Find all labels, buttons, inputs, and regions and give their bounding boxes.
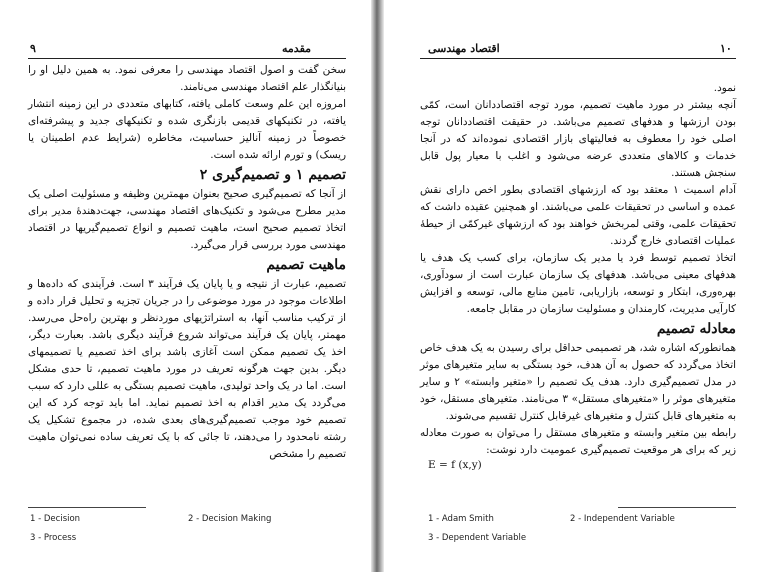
equation: E = f (x,y) <box>428 459 482 471</box>
footnote: 1 - Adam Smith <box>428 514 494 524</box>
running-title: اقتصاد مهندسی <box>428 42 500 55</box>
paragraph: نمود. <box>713 82 736 94</box>
paragraph: آنچه بیشتر در مورد ماهیت تصمیم، مورد توجه اقتصاددانان است، کمّی بودن ارزشها و هدفهای تصمیم می‌باشد. در حقیقت اقتصاددانان توجه اصلی خود را معطوف به فعالیتهای بازار اقتصادی نموده‌اند که در آنجا خدمات و کالاهای متعددی عرضه می‌شود و اغلب با معیار پول قابل سنجش هستند. <box>420 99 736 179</box>
section-heading: تصمیم ۱ و تصمیم‌گیری ۲ <box>199 167 346 183</box>
right-body <box>420 80 736 459</box>
paragraph: رابطه بین متغیر وابسته و متغیرهای مستقل را می‌توان به صورت معادله زیر که برای هر موقعیت تصمیم‌گیری عمومیت دارد نوشت: <box>420 427 736 456</box>
left-body <box>28 62 346 463</box>
page-number: ۱۰ <box>720 42 732 55</box>
footnote-rule <box>28 507 146 508</box>
right-page <box>384 0 768 572</box>
section-heading: ماهیت تصمیم <box>266 257 346 273</box>
footnote-rule <box>618 507 736 508</box>
page-number: ۹ <box>30 42 36 55</box>
footnote: 1 - Decision <box>30 514 81 524</box>
footnote: 3 - Dependent Variable <box>428 533 527 543</box>
paragraph: از آنجا که تصمیم‌گیری صحیح بعنوان مهمترین وظیفه و مسئولیت اصلی یک مدیر مطرح می‌شود و تکنیک‌های اقتصاد مهندسی، جهت‌دهندهٔ مدیر برای اتخاذ تصمیم صحیح است، ماهیت تصمیم و انواع تصمیم‌گیریها در اقتصاد مهندسی مورد بررسی قرار می‌گیرد. <box>28 188 346 251</box>
paragraph: همانطورکه اشاره شد، هر تصمیمی حداقل برای رسیدن به یک هدف خاص اتخاذ می‌گردد که حصول به آن هدف، خود بستگی به سایر متغیرهای موثر در مدل تصمیم‌گیری دارد. هدف یک تصمیم را «متغیر وابسته» ۲ و سایر متغیرهای موثر را «متغیرهای مستقل» ۳ می‌نامند. متغیرهای مستقل، خود به متغیرهای قابل کنترل و متغیرهای غیرقابل کنترل تقسیم می‌شوند. <box>420 342 736 422</box>
header-rule <box>420 58 736 59</box>
footnote: 2 - Decision Making <box>188 514 272 524</box>
paragraph: امروزه این علم وسعت کاملی یافته، کتابهای متعددی در این زمینه انتشار یافته، در تکنیکهای قدیمی بازنگری شده و تکنیکهای جدید و پیشرفته‌ای خصوصاً در زمینه آنالیز حساسیت، مخاطره (شرایط عدم اطمینان یا ریسک) و تورم ارائه شده است. <box>28 98 347 161</box>
book-spine <box>371 0 384 572</box>
left-page <box>0 0 371 572</box>
paragraph: تصمیم، عبارت از نتیجه و یا پایان یک فرآیند ۳ است. فرآیندی که داده‌ها و اطلاعات موجود در مورد موضوعی را در جریان تجزیه و تحلیل قرار داده و از ترکیب مناسب آنها، به استراتژیهای موردنظر و بهترین راه‌حل می‌رسد. مهمتر، پایان یک فرآیند می‌تواند شروع فرآیند دیگری باشد. بعبارت دیگر، اخذ یک تصمیم ممکن است آغازی باشد برای اخذ تصمیم یا تصمیمهای دیگر. بدین جهت هرگونه تعریف در مورد ماهیت تصمیم، تا حدی مشکل است. اما در یک واحد تولیدی، ماهیت تصمیم بستگی به عللی دارد که سبب می‌گردد یک مدیر اقدام به اخذ تصمیم نماید. اما باید توجه کرد که این تصمیم خود موجب تصمیم‌گیری‌های بعدی شده، در مجموع تشکیل یک رشته نامحدود را می‌دهند، تا جائی که با یک تعریف ساده نمی‌توان ماهیت تصمیم را مشخص <box>28 278 346 460</box>
paragraph: سخن گفت و اصول اقتصاد مهندسی را معرفی نمود. به همین دلیل او را بنیانگذار علم اقتصاد مهندسی می‌نامند. <box>28 64 346 93</box>
footnote: 3 - Process <box>30 533 77 543</box>
running-title: مقدمه <box>282 42 312 55</box>
footnote: 2 - Independent Variable <box>570 514 675 524</box>
header-rule <box>28 58 346 59</box>
paragraph: اتخاذ تصمیم توسط فرد یا مدیر یک سازمان، برای کسب یک هدف یا هدفهای معینی می‌باشد. هدفهای یک سازمان عبارت است از سودآوری، بهره‌وری، ابتکار و توسعه، بازاریابی، تامین منابع مالی، توسعه و افزایش کارآیی مدیریت، کارمندان و مسئولیت سازمان در مقابل جامعه. <box>420 252 736 315</box>
paragraph: آدام اسمیت ۱ معتقد بود که ارزشهای اقتصادی بطور اخص دارای نقش عمده و اساسی در تحقیقات علمی می‌باشند. او همچنین عقیده داشت که تحقیقات علمی، وقتی لمربخش خواهند بود که ارزشهای غیرکمّی از حیطهٔ عملیات اقتصادی خارج گردند. <box>420 184 736 247</box>
section-heading: معادله تصمیم <box>656 321 736 337</box>
